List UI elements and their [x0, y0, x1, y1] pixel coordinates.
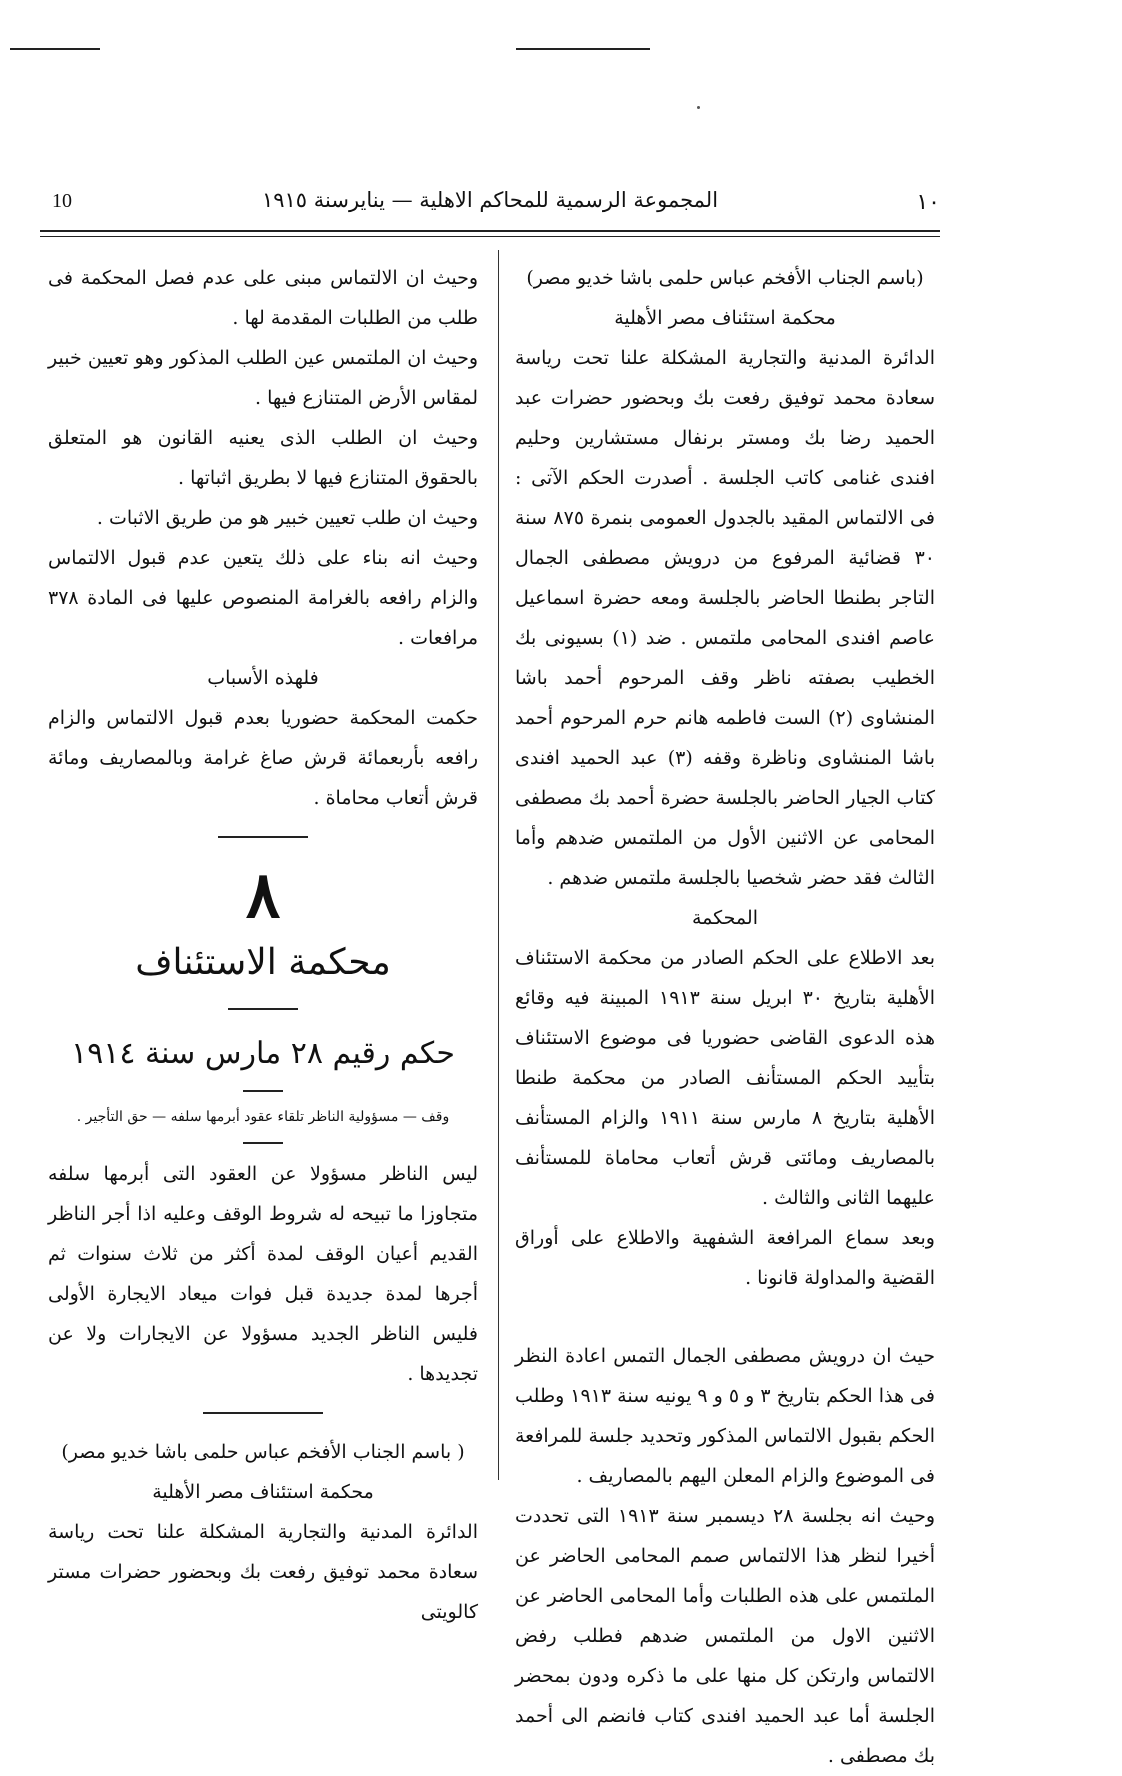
- summary-text: ليس الناظر مسؤولا عن العقود التى أبرمها سلفه متجاوزا ما تبيحه له شروط الوقف وعليه اذا أجر الناظر القديم أعيان الوقف لمدة أكثر من ثلاث سنوات ثم أجرها لمدة جديدة قبل فوات ميعاد الايجارة الأولى فليس الناظر الجديد مسؤولا عن الايجارات ولا عن تجديدها .: [48, 1163, 478, 1385]
- paragraph: وبعد سماع المرافعة الشفهية والاطلاع على أوراق القضية والمداولة قانونا .: [515, 1227, 935, 1289]
- sovereign-heading: (باسم الجناب الأفخم عباس حلمى باشا خديو مصر): [526, 267, 924, 289]
- top-rule-left: [10, 48, 100, 50]
- running-title: المجموعة الرسمية للمحاكم الاهلية — ينايرسنة ١٩١٥: [261, 188, 719, 212]
- header-rule-bottom: [40, 236, 940, 237]
- case-number: ٨: [245, 858, 281, 933]
- section-rule: [218, 836, 308, 838]
- reasons-title: فلهذه الأسباب: [207, 667, 319, 689]
- title-rule: [228, 1008, 298, 1010]
- sovereign-heading: ( باسم الجناب الأفخم عباس حلمى باشا خديو مصر): [61, 1441, 465, 1463]
- page-number-latin: 10: [52, 190, 72, 212]
- paragraph: وحيث ان الملتمس عين الطلب المذكور وهو تعيين خبير لمقاس الأرض المتنازع فيها .: [48, 347, 478, 409]
- court-heading: محكمة استئناف مصر الأهلية: [152, 1481, 374, 1503]
- page-header: [40, 186, 940, 226]
- section-rule: [203, 1412, 323, 1414]
- paragraph: وحيث انه بجلسة ٢٨ ديسمبر سنة ١٩١٣ التى تحددت أخيرا لنظر هذا الالتماس صمم المحامى الحاضر عن الملتمس على هذه الطلبات وأما المحامى الحاضر عن الاثنين الاول من الملتمس ضدهم فطلب رفض الالتماس وارتكن كل منها على ما ذكره ودون بمحضر الجلسة أما عبد الحميد افندى كتاب فانضم الى أحمد بك مصطفى .: [515, 1505, 935, 1767]
- right-column: [515, 258, 935, 1776]
- left-column: [48, 258, 478, 1632]
- paragraph: الدائرة المدنية والتجارية المشكلة علنا تحت رياسة سعادة محمد توفيق رفعت بك وبحضور حضرات مستر كالويتى: [48, 1521, 478, 1623]
- paragraph: الدائرة المدنية والتجارية المشكلة علنا تحت رياسة سعادة محمد توفيق رفعت بك وبحضور حضرات عبد الحميد رضا بك ومستر برنفال مستشارين وحليم افندى غنامى كاتب الجلسة . أصدرت الحكم الآتى : فى الالتماس المقيد بالجدول العمومى بنمرة ٨٧٥ سنة ٣٠ قضائية المرفوع من درويش مصطفى الجمال التاجر بطنطا الحاضر بالجلسة ومعه حضرة اسماعيل عاصم افندى المحامى ملتمس . ضد (١) بسيونى بك الخطيب بصفته ناظر وقف المرحوم أحمد باشا المنشاوى (٢) الست فاطمه هانم حرم المرحوم أحمد باشا المنشاوى وناظرة وقفه (٣) عبد الحميد افندى كتاب الجيار الحاضر بالجلسة حضرة أحمد بك مصطفى المحامى عن الاثنين الأول من الملتمس ضدهم وأما الثالث فقد حضر شخصيا بالجلسة ملتمس ضدهم .: [515, 347, 935, 889]
- paragraph: حيث ان درويش مصطفى الجمال التمس اعادة النظر فى هذا الحكم بتاريخ ٣ و ٥ و ٩ يونيه سنة ١٩١٣ وطلب الحكم بقبول الالتماس المذكور وتحديد جلسة للمرافعة فى الموضوع والزام المعلن اليهم بالمصاريف .: [515, 1345, 935, 1487]
- column-divider: [498, 250, 499, 1480]
- header-rule-top: [40, 230, 940, 232]
- summary-keywords: وقف — مسؤولية الناظر تلقاء عقود أبرمها سلفه — حق التأجير .: [76, 1109, 450, 1125]
- top-rule-right: [516, 48, 650, 50]
- section-title: المحكمة: [692, 907, 758, 929]
- judgment-title: حكم رقيم ٢٨ مارس سنة ١٩١٤: [71, 1036, 455, 1071]
- court-heading: محكمة استئناف مصر الأهلية: [614, 307, 836, 329]
- paragraph: وحيث ان الالتماس مبنى على عدم فصل المحكمة فى طلب من الطلبات المقدمة لها .: [48, 267, 478, 329]
- page-number-arabic: ١٠: [916, 190, 940, 215]
- title-rule: [243, 1090, 283, 1092]
- paragraph: وحيث ان طلب تعيين خبير هو من طريق الاثبات .: [96, 507, 478, 529]
- paragraph: وحيث ان الطلب الذى يعنيه القانون هو المتعلق بالحقوق المتنازع فيها لا بطريق اثباتها .: [48, 427, 478, 489]
- print-speck: [697, 106, 700, 109]
- paragraph: بعد الاطلاع على الحكم الصادر من محكمة الاستئناف الأهلية بتاريخ ٣٠ ابريل سنة ١٩١٣ المبينة فيه وقائع هذه الدعوى القاضى حضوريا فى موضوع الاستئناف بتأييد الحكم المستأنف الصادر من محكمة طنطا الأهلية بتاريخ ٨ مارس سنة ١٩١١ والزام المستأنف بالمصاريف ومائتى قرش أتعاب محاماة للمستأنف عليهما الثانى والثالث .: [515, 947, 935, 1209]
- paragraph: وحيث انه بناء على ذلك يتعين عدم قبول الالتماس والزام رافعه بالغرامة المنصوص عليها فى المادة ٣٧٨ مرافعات .: [48, 547, 478, 649]
- summary-rule: [243, 1142, 283, 1144]
- court-title: محكمة الاستئناف: [135, 942, 391, 983]
- ruling-paragraph: حكمت المحكمة حضوريا بعدم قبول الالتماس والزام رافعه بأربعمائة قرش صاغ غرامة وبالمصاريف ومائة قرش أتعاب محاماة .: [48, 707, 478, 809]
